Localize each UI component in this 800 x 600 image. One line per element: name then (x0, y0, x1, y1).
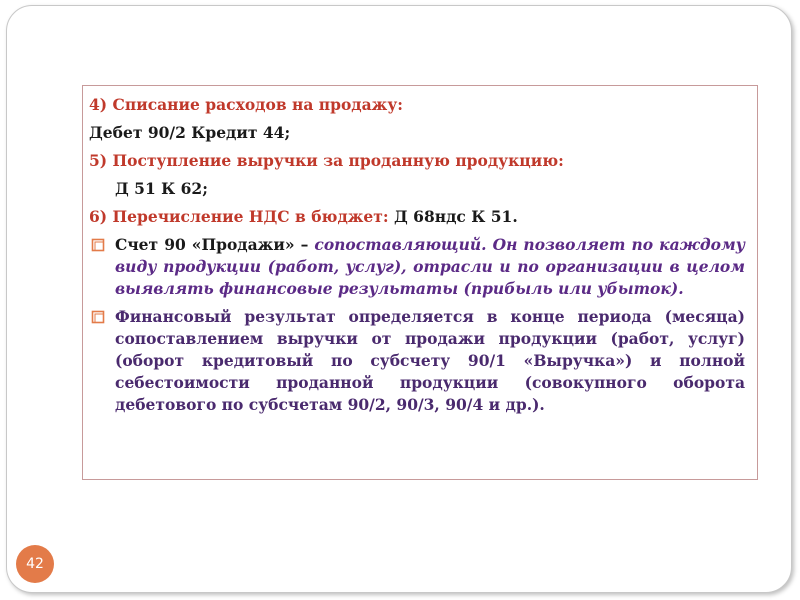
page-number-badge: 42 (16, 545, 54, 583)
bullet-item-account-90 (89, 234, 745, 300)
content-box (82, 85, 758, 480)
line-d51-k62: Д 51 К 62; (115, 179, 208, 198)
bullet-1-lead: Счет 90 «Продажи» – (115, 235, 309, 254)
line-6-entry: Д 68ндс К 51. (388, 207, 518, 226)
bullet-item-financial-result (89, 306, 745, 416)
line-6 (89, 206, 745, 228)
line-5: 5) Поступление выручки за проданную продукцию: (89, 151, 564, 170)
bullet-2-text: Финансовый результат определяется в конце периода (месяца) сопоставлением выручки от продажи продукции (работ, услуг) (оборот кредитовый по субсчету 90/1 «Выручка») и полной себестоимости проданной продукции (совокупного оборота дебетового по субсчетам 90/2, 90/3, 90/4 и др.). (115, 307, 745, 414)
line-debit-credit: Дебет 90/2 Кредит 44; (89, 123, 291, 142)
bullet-1-text: сопоставляющий. Он позволяет по каждому виду продукции (работ, услуг), отрасли и по организации в целом выявлять финансовые результаты (прибыль или убыток). (115, 235, 745, 298)
box-bullet-icon (91, 310, 105, 324)
box-bullet-icon (91, 238, 105, 252)
line-6-label: 6) Перечисление НДС в бюджет: (89, 207, 389, 226)
line-4: 4) Списание расходов на продажу: (89, 95, 403, 114)
